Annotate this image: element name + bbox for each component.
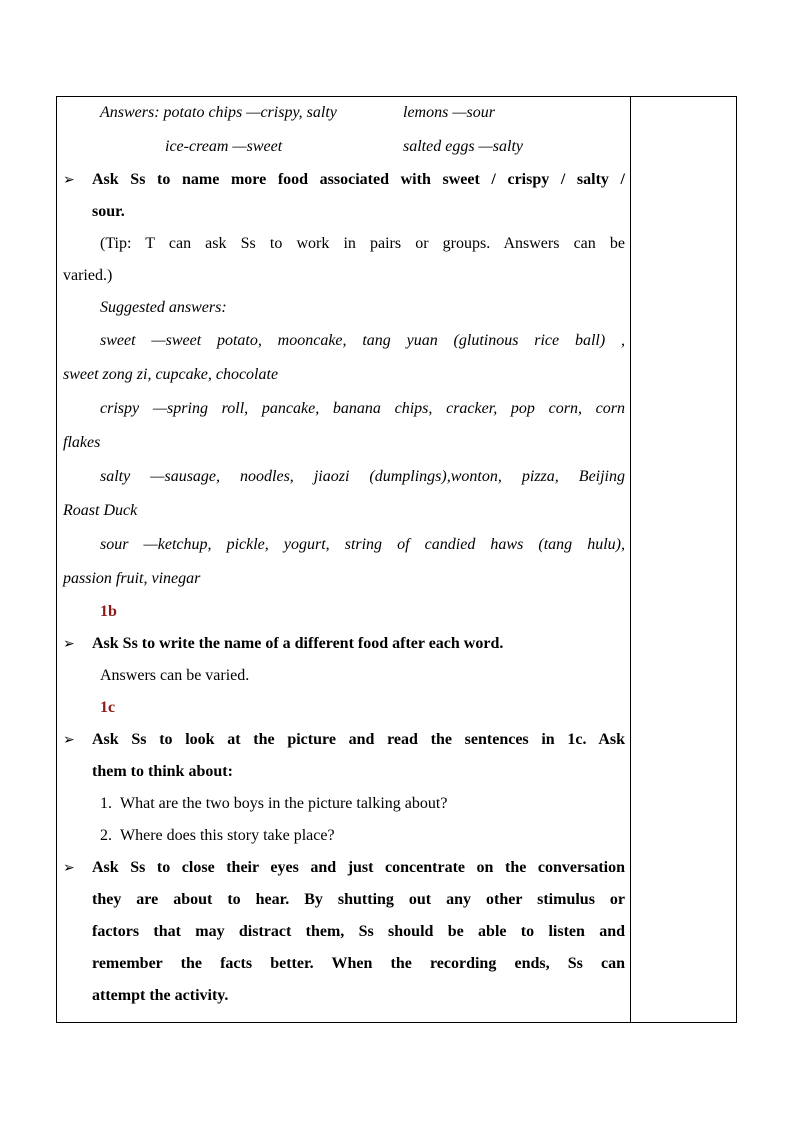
suggested-salty: Roast Duck (63, 502, 138, 519)
task-write-food: ➢ Ask Ss to write the name of a different food after each word. (63, 628, 625, 660)
bullet-arrow-icon: ➢ (63, 172, 75, 188)
answer-lemons: lemons —sour (403, 104, 496, 121)
task-name-more-food (63, 164, 625, 196)
task-line: remember the facts better. When the recording ends, Ss can (92, 955, 625, 972)
answers-row-2 (63, 130, 625, 164)
task-line: factors that may distract them, Ss should be able to listen and (92, 923, 625, 940)
bullet-arrow-icon: ➢ (63, 636, 75, 652)
task-line: they are about to hear. By shutting out any other stimulus or (92, 891, 625, 908)
suggested-sour: passion fruit, vinegar (63, 570, 201, 587)
task-line: them to think about: (92, 763, 233, 780)
task-close-eyes: ➢ Ask Ss to close their eyes and just concentrate on the conversation (63, 852, 625, 884)
bullet-arrow-icon: ➢ (63, 860, 75, 876)
task-look-picture: ➢ Ask Ss to look at the picture and read the sentences in 1c. Ask (63, 724, 625, 756)
tip-line: varied.) (63, 267, 113, 284)
answer-potato-chips: Answers: potato chips —crispy, salty (100, 104, 337, 121)
suggested-sweet: sweet —sweet potato, mooncake, tang yuan (glutinous rice ball) , (100, 332, 625, 349)
task-line: attempt the activity. (92, 987, 229, 1004)
question-2: 2. Where does this story take place? (100, 827, 335, 844)
task-line: Ask Ss to name more food associated with sweet / crispy / salty / (92, 171, 625, 188)
lesson-content (63, 96, 625, 1012)
section-label-1c: 1c (100, 699, 116, 716)
question-1: 1. What are the two boys in the picture talking about? (100, 795, 448, 812)
section-label-1b: 1b (100, 603, 117, 620)
bullet-arrow-icon: ➢ (63, 732, 75, 748)
answers-varied: Answers can be varied. (100, 667, 250, 684)
suggested-sweet: sweet zong zi, cupcake, chocolate (63, 366, 279, 383)
answer-salted-eggs: salted eggs —salty (403, 138, 523, 155)
suggested-salty: salty —sausage, noodles, jiaozi (dumplings),wonton, pizza, Beijing (100, 468, 625, 485)
suggested-sour: sour —ketchup, pickle, yogurt, string of candied haws (tang hulu), (100, 536, 625, 553)
suggested-crispy: flakes (63, 434, 101, 451)
tip-line: (Tip: T can ask Ss to work in pairs or groups. Answers can be (100, 235, 625, 252)
column-divider (630, 96, 631, 1023)
answers-row-1 (63, 96, 625, 130)
suggested-heading: Suggested answers: (100, 299, 227, 316)
task-line: sour. (92, 203, 125, 220)
answer-ice-cream: ice-cream —sweet (165, 138, 283, 155)
suggested-crispy: crispy —spring roll, pancake, banana chips, cracker, pop corn, corn (100, 400, 625, 417)
